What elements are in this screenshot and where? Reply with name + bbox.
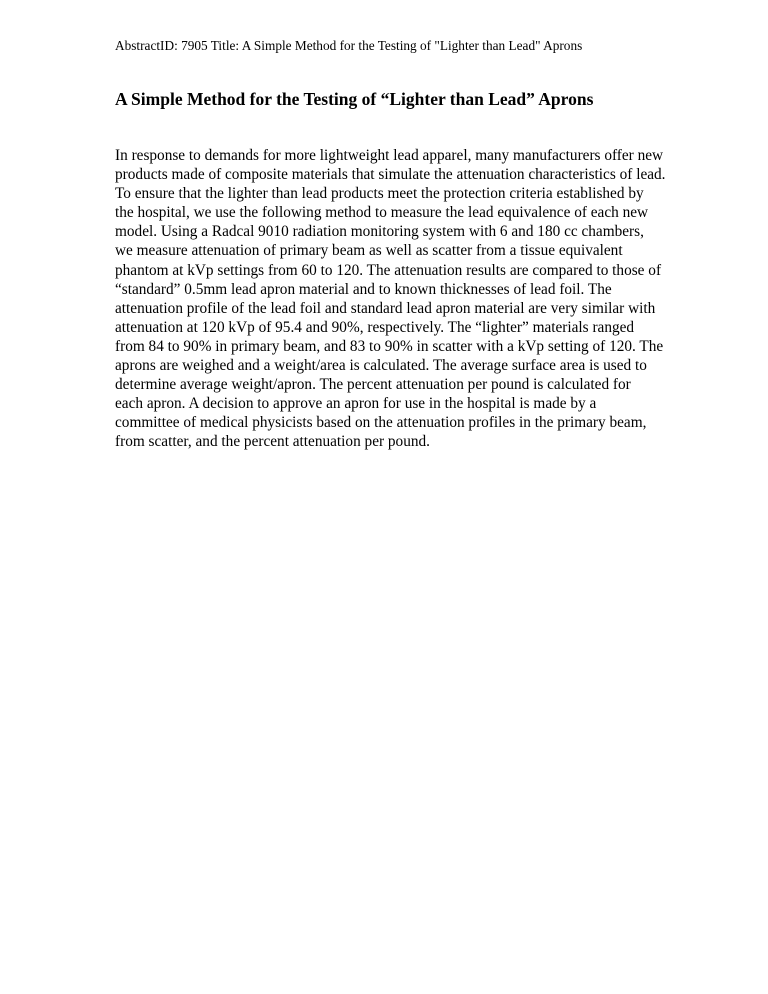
abstract-line: “standard” 0.5mm lead apron material and to known thicknesses of lead foil. The [115,280,612,298]
abstract-line: To ensure that the lighter than lead products meet the protection criteria established by [115,185,644,203]
abstract-line: the hospital, we use the following method to measure the lead equivalence of each new [115,204,649,222]
abstract-line: products made of composite materials that simulate the attenuation characteristics of lead. [115,166,666,184]
abstract-line: determine average weight/apron. The percent attenuation per pound is calculated for [115,376,631,394]
abstract-line: each apron. A decision to approve an apron for use in the hospital is made by a [115,395,597,413]
abstract-line: In response to demands for more lightweight lead apparel, many manufacturers offer new [115,147,664,164]
abstract-line: from scatter, and the percent attenuation per pound. [115,433,430,451]
abstract-line: attenuation at 120 kVp of 95.4 and 90%, respectively. The “lighter” materials ranged [115,318,635,336]
abstract-body [115,146,670,452]
abstract-line: committee of medical physicists based on the attenuation profiles in the primary beam, [115,414,647,432]
abstract-line: phantom at kVp settings from 60 to 120. The attenuation results are compared to those of [115,261,662,279]
abstract-line: attenuation profile of the lead foil and standard lead apron material are very similar with [115,299,656,317]
running-header: AbstractID: 7905 Title: A Simple Method for the Testing of "Lighter than Lead" Aprons [115,38,583,53]
abstract-line: we measure attenuation of primary beam as well as scatter from a tissue equivalent [115,242,623,260]
abstract-line: aprons are weighed and a weight/area is calculated. The average surface area is used to [115,357,647,375]
abstract-line: from 84 to 90% in primary beam, and 83 to 90% in scatter with a kVp setting of 120. The [115,337,664,355]
abstract-line: model. Using a Radcal 9010 radiation monitoring system with 6 and 180 cc chambers, [115,223,644,241]
document-title: A Simple Method for the Testing of “Lighter than Lead” Aprons [115,89,594,109]
